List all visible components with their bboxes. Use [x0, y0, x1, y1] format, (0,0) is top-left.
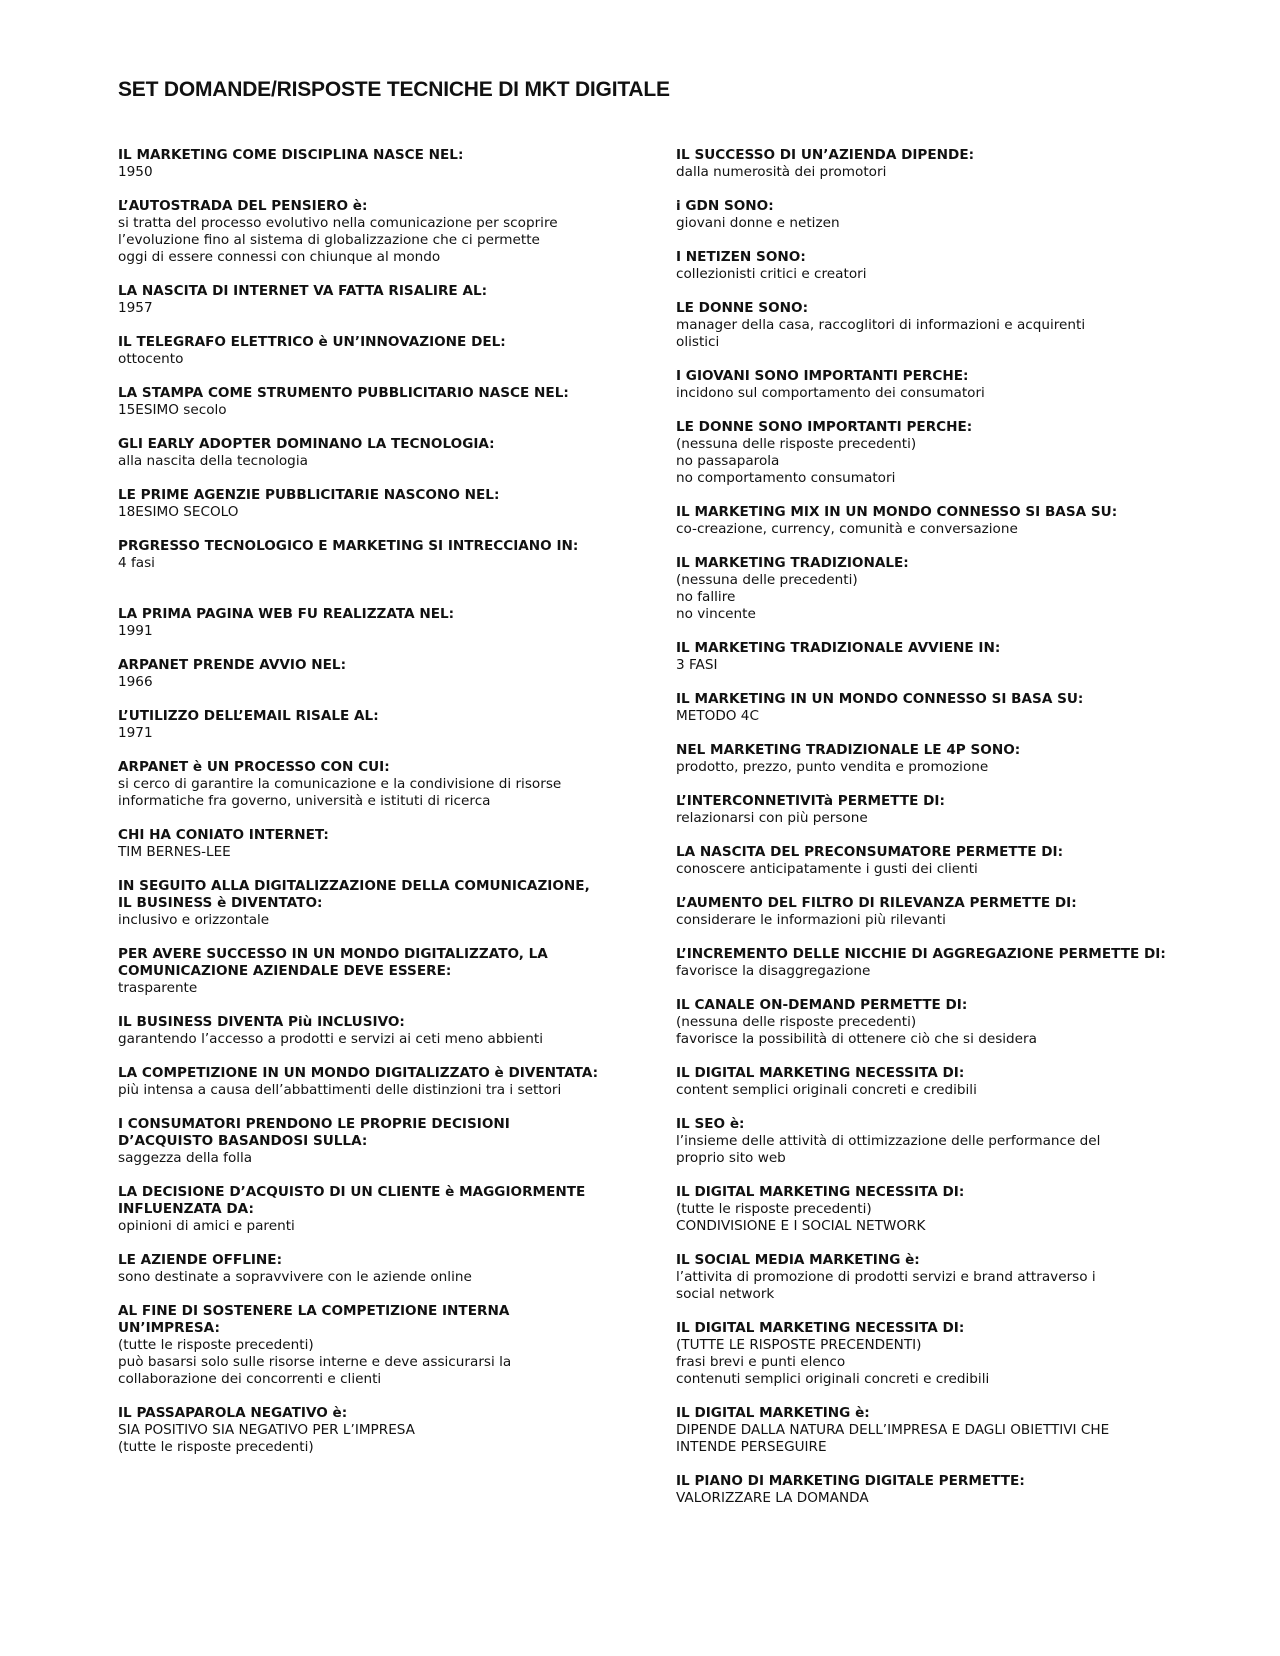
qa-item — [118, 657, 608, 691]
answer-text: più intensa a causa dell’abbattimenti delle distinzioni tra i settori — [118, 1082, 562, 1098]
qa-item — [676, 640, 1196, 674]
question-text: I CONSUMATORI PRENDONO LE PROPRIE DECISIONI D’ACQUISTO BASANDOSI SULLA: — [118, 1116, 510, 1149]
answer-text: content semplici originali concreti e credibili — [676, 1082, 977, 1098]
qa-item — [676, 368, 1196, 402]
question-text: LA DECISIONE D’ACQUISTO DI UN CLIENTE è MAGGIORMENTE INFLUENZATA DA: — [118, 1184, 586, 1217]
answer-text: opinioni di amici e parenti — [118, 1218, 295, 1234]
answer-text: ottocento — [118, 351, 184, 367]
question-text: I NETIZEN SONO: — [676, 249, 806, 265]
answer-text: frasi brevi e punti elenco — [676, 1354, 846, 1370]
question-text: IL SEO è: — [676, 1116, 745, 1132]
question-text: LE DONNE SONO IMPORTANTI PERCHE: — [676, 419, 973, 435]
answer-text: giovani donne e netizen — [676, 215, 840, 231]
answer-text: co-creazione, currency, comunità e conversazione — [676, 521, 1018, 537]
question-text: IL MARKETING MIX IN UN MONDO CONNESSO SI BASA SU: — [676, 504, 1118, 520]
answer-text: favorisce la possibilità di ottenere ciò che si desidera — [676, 1031, 1037, 1047]
question-text: LA STAMPA COME STRUMENTO PUBBLICITARIO NASCE NEL: — [118, 385, 569, 401]
question-text: L’INCREMENTO DELLE NICCHIE DI AGGREGAZIONE PERMETTE DI: — [676, 946, 1166, 962]
question-text: GLI EARLY ADOPTER DOMINANO LA TECNOLOGIA: — [118, 436, 495, 452]
question-text: LE PRIME AGENZIE PUBBLICITARIE NASCONO NEL: — [118, 487, 500, 503]
qa-item — [676, 691, 1196, 725]
qa-item — [676, 147, 1196, 181]
qa-item — [118, 385, 608, 419]
answer-text: saggezza della folla — [118, 1150, 253, 1166]
answer-text: inclusivo e orizzontale — [118, 912, 270, 928]
question-text: IL DIGITAL MARKETING NECESSITA DI: — [676, 1184, 965, 1200]
answer-text: DIPENDE DALLA NATURA DELL’IMPRESA E DAGLI OBIETTIVI CHE — [676, 1422, 1110, 1438]
qa-item — [118, 538, 608, 572]
page-title: SET DOMANDE/RISPOSTE TECNICHE DI MKT DIGITALE — [118, 78, 670, 101]
answer-text: (nessuna delle precedenti) — [676, 572, 858, 588]
qa-item — [118, 1405, 608, 1456]
question-text: IL SUCCESSO DI UN’AZIENDA DIPENDE: — [676, 147, 975, 163]
qa-item — [118, 946, 608, 997]
qa-item — [118, 606, 608, 640]
question-text: IL TELEGRAFO ELETTRICO è UN’INNOVAZIONE DEL: — [118, 334, 506, 350]
qa-item — [118, 198, 608, 266]
question-text: LA NASCITA DEL PRECONSUMATORE PERMETTE DI: — [676, 844, 1064, 860]
answer-text: INTENDE PERSEGUIRE — [676, 1439, 827, 1455]
qa-item — [676, 997, 1196, 1048]
qa-item — [676, 742, 1196, 776]
question-text: AL FINE DI SOSTENERE LA COMPETIZIONE INTERNA UN’IMPRESA: — [118, 1303, 510, 1336]
answer-text: informatiche fra governo, università e istituti di ricerca — [118, 793, 491, 809]
answer-text: social network — [676, 1286, 775, 1302]
qa-item — [118, 1116, 608, 1167]
question-text: PER AVERE SUCCESSO IN UN MONDO DIGITALIZZATO, LA COMUNICAZIONE AZIENDALE DEVE ESSERE: — [118, 946, 548, 979]
qa-item — [676, 1473, 1196, 1507]
qa-item — [118, 436, 608, 470]
left-column — [118, 147, 608, 1473]
question-text: IL CANALE ON-DEMAND PERMETTE DI: — [676, 997, 968, 1013]
qa-item — [118, 708, 608, 742]
answer-text: TIM BERNES-LEE — [118, 844, 231, 860]
question-text: IL DIGITAL MARKETING è: — [676, 1405, 870, 1421]
question-text: I GIOVANI SONO IMPORTANTI PERCHE: — [676, 368, 969, 384]
question-text: IL PIANO DI MARKETING DIGITALE PERMETTE: — [676, 1473, 1025, 1489]
answer-text: CONDIVISIONE E I SOCIAL NETWORK — [676, 1218, 926, 1234]
question-text: LA NASCITA DI INTERNET VA FATTA RISALIRE AL: — [118, 283, 488, 299]
question-text: L’AUTOSTRADA DEL PENSIERO è: — [118, 198, 368, 214]
qa-item — [676, 1184, 1196, 1235]
answer-text: (nessuna delle risposte precedenti) — [676, 1014, 917, 1030]
qa-item — [676, 793, 1196, 827]
answer-text: 1991 — [118, 623, 153, 639]
answer-text: collaborazione dei concorrenti e clienti — [118, 1371, 382, 1387]
answer-text: no passaparola — [676, 453, 780, 469]
qa-item — [676, 300, 1196, 351]
qa-item — [676, 1065, 1196, 1099]
question-text: IN SEGUITO ALLA DIGITALIZZAZIONE DELLA COMUNICAZIONE, IL BUSINESS è DIVENTATO: — [118, 878, 590, 911]
question-text: IL MARKETING COME DISCIPLINA NASCE NEL: — [118, 147, 464, 163]
answer-text: no fallire — [676, 589, 736, 605]
qa-item — [676, 555, 1196, 623]
answer-text: 1966 — [118, 674, 153, 690]
qa-item — [676, 946, 1196, 980]
question-text: LA COMPETIZIONE IN UN MONDO DIGITALIZZATO è DIVENTATA: — [118, 1065, 599, 1081]
answer-text: contenuti semplici originali concreti e credibili — [676, 1371, 990, 1387]
qa-item — [676, 504, 1196, 538]
question-text: IL MARKETING IN UN MONDO CONNESSO SI BASA SU: — [676, 691, 1084, 707]
answer-text: alla nascita della tecnologia — [118, 453, 308, 469]
question-text: IL BUSINESS DIVENTA Più INCLUSIVO: — [118, 1014, 405, 1030]
qa-item — [676, 419, 1196, 487]
answer-text: METODO 4C — [676, 708, 759, 724]
answer-text: 4 fasi — [118, 555, 155, 571]
qa-item — [118, 827, 608, 861]
answer-text: garantendo l’accesso a prodotti e servizi ai ceti meno abbienti — [118, 1031, 543, 1047]
question-text: L’UTILIZZO DELL’EMAIL RISALE AL: — [118, 708, 379, 724]
question-text: LE DONNE SONO: — [676, 300, 809, 316]
question-text: IL DIGITAL MARKETING NECESSITA DI: — [676, 1320, 965, 1336]
question-text: L’INTERCONNETIVITà PERMETTE DI: — [676, 793, 945, 809]
qa-item — [118, 334, 608, 368]
qa-item — [676, 249, 1196, 283]
question-text: IL PASSAPAROLA NEGATIVO è: — [118, 1405, 348, 1421]
question-text: PRGRESSO TECNOLOGICO E MARKETING SI INTRECCIANO IN: — [118, 538, 579, 554]
answer-text: manager della casa, raccoglitori di informazioni e acquirenti — [676, 317, 1086, 333]
answer-text: sono destinate a sopravvivere con le aziende online — [118, 1269, 472, 1285]
qa-item — [676, 895, 1196, 929]
answer-text: 18ESIMO SECOLO — [118, 504, 239, 520]
qa-item — [118, 283, 608, 317]
answer-text: olistici — [676, 334, 720, 350]
qa-item — [118, 878, 608, 929]
qa-item — [118, 147, 608, 181]
question-text: IL DIGITAL MARKETING NECESSITA DI: — [676, 1065, 965, 1081]
answer-text: 15ESIMO secolo — [118, 402, 227, 418]
answer-text: 1950 — [118, 164, 153, 180]
qa-item — [118, 487, 608, 521]
answer-text: proprio sito web — [676, 1150, 786, 1166]
qa-item — [118, 1184, 608, 1235]
answer-text: può basarsi solo sulle risorse interne e deve assicurarsi la — [118, 1354, 512, 1370]
answer-text: si cerco di garantire la comunicazione e la condivisione di risorse — [118, 776, 562, 792]
answer-text: (tutte le risposte precedenti) — [118, 1337, 314, 1353]
answer-text: l’attivita di promozione di prodotti servizi e brand attraverso i — [676, 1269, 1096, 1285]
answer-text: 1971 — [118, 725, 153, 741]
question-text: CHI HA CONIATO INTERNET: — [118, 827, 329, 843]
answer-text: (tutte le risposte precedenti) — [118, 1439, 314, 1455]
answer-text: si tratta del processo evolutivo nella comunicazione per scoprire — [118, 215, 558, 231]
question-text: LE AZIENDE OFFLINE: — [118, 1252, 283, 1268]
answer-text: (TUTTE LE RISPOSTE PRECENDENTI) — [676, 1337, 922, 1353]
answer-text: l’insieme delle attività di ottimizzazione delle performance del — [676, 1133, 1101, 1149]
answer-text: trasparente — [118, 980, 198, 996]
answer-text: SIA POSITIVO SIA NEGATIVO PER L’IMPRESA — [118, 1422, 415, 1438]
answer-text: relazionarsi con più persone — [676, 810, 868, 826]
question-text: L’AUMENTO DEL FILTRO DI RILEVANZA PERMETTE DI: — [676, 895, 1077, 911]
qa-item — [118, 1014, 608, 1048]
answer-text: l’evoluzione fino al sistema di globalizzazione che ci permette — [118, 232, 540, 248]
qa-item — [118, 759, 608, 810]
answer-text: incidono sul comportamento dei consumatori — [676, 385, 985, 401]
answer-text: collezionisti critici e creatori — [676, 266, 867, 282]
answer-text: prodotto, prezzo, punto vendita e promozione — [676, 759, 989, 775]
answer-text: conoscere anticipatamente i gusti dei clienti — [676, 861, 978, 877]
question-text: NEL MARKETING TRADIZIONALE LE 4P SONO: — [676, 742, 1021, 758]
qa-item — [676, 1405, 1196, 1456]
qa-item — [676, 1116, 1196, 1167]
answer-text: (nessuna delle risposte precedenti) — [676, 436, 917, 452]
answer-text: considerare le informazioni più rilevanti — [676, 912, 946, 928]
question-text: IL MARKETING TRADIZIONALE: — [676, 555, 909, 571]
question-text: IL SOCIAL MEDIA MARKETING è: — [676, 1252, 920, 1268]
right-column — [676, 147, 1196, 1524]
answer-text: (tutte le risposte precedenti) — [676, 1201, 872, 1217]
answer-text: VALORIZZARE LA DOMANDA — [676, 1490, 869, 1506]
answer-text: no comportamento consumatori — [676, 470, 896, 486]
question-text: ARPANET è UN PROCESSO CON CUI: — [118, 759, 390, 775]
qa-item — [118, 1252, 608, 1286]
qa-item — [676, 844, 1196, 878]
question-text: i GDN SONO: — [676, 198, 774, 214]
answer-text: no vincente — [676, 606, 756, 622]
qa-item — [118, 1303, 608, 1388]
qa-item — [676, 1320, 1196, 1388]
answer-text: dalla numerosità dei promotori — [676, 164, 887, 180]
question-text: LA PRIMA PAGINA WEB FU REALIZZATA NEL: — [118, 606, 455, 622]
qa-item — [676, 1252, 1196, 1303]
qa-item — [676, 198, 1196, 232]
answer-text: 3 FASI — [676, 657, 718, 673]
qa-item — [118, 1065, 608, 1099]
question-text: IL MARKETING TRADIZIONALE AVVIENE IN: — [676, 640, 1001, 656]
answer-text: oggi di essere connessi con chiunque al mondo — [118, 249, 441, 265]
question-text: ARPANET PRENDE AVVIO NEL: — [118, 657, 347, 673]
answer-text: favorisce la disaggregazione — [676, 963, 871, 979]
answer-text: 1957 — [118, 300, 153, 316]
